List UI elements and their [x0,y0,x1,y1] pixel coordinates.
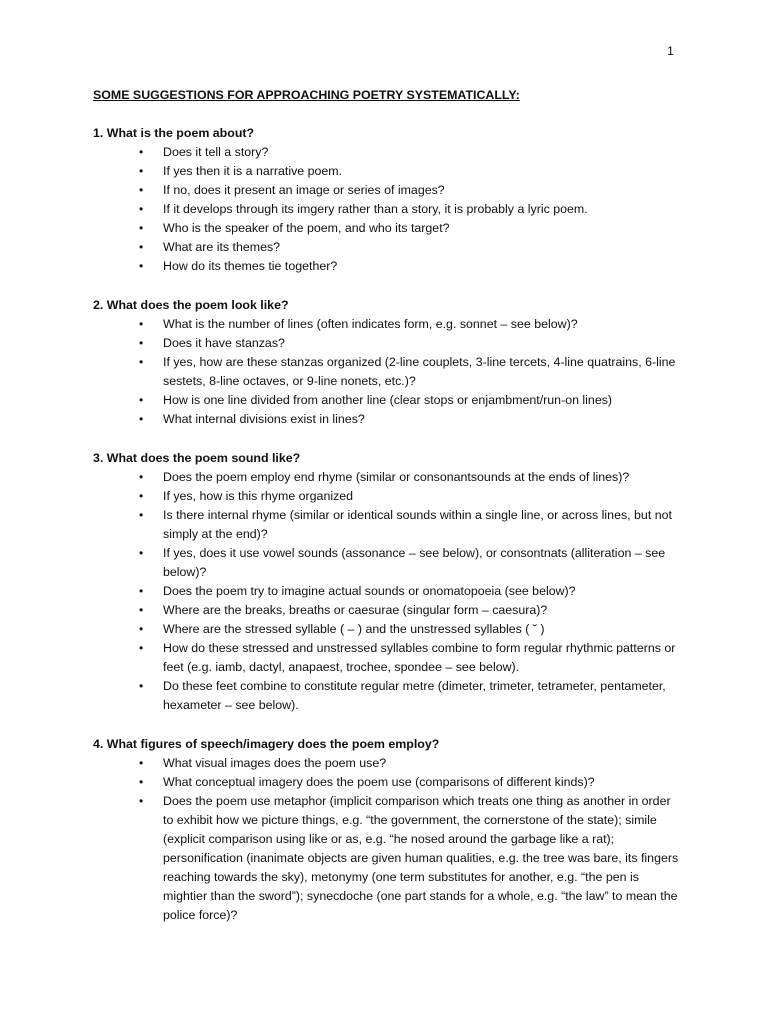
bullet-icon: • [139,470,144,484]
section-heading: 3. What does the poem sound like? [93,451,301,465]
list-item-text: Where are the breaks, breaths or caesurae (singular form – caesura)? [163,603,548,617]
list-item [93,620,683,639]
document-title: SOME SUGGESTIONS FOR APPROACHING POETRY SYSTEMATICALLY: [93,88,520,102]
bullet-icon: • [139,508,144,522]
bullet-icon: • [139,794,144,808]
bullet-icon: • [139,412,144,426]
bullet-icon: • [139,145,144,159]
bullet-icon: • [139,489,144,503]
section-heading: 1. What is the poem about? [93,126,255,140]
section-heading: 4. What figures of speech/imagery does the poem employ? [93,737,440,751]
list-item-text: If yes, how is this rhyme organized [163,489,354,503]
list-item-text: Where are the stressed syllable ( – ) and the unstressed syllables ( ˘ ) [163,622,545,636]
list-item [93,257,683,276]
bullet-icon: • [139,259,144,273]
list-item-text: If it develops through its imgery rather than a story, it is probably a lyric poem. [163,202,588,216]
bullet-icon: • [139,584,144,598]
list-item-text: Does the poem use metaphor (implicit comparison which treats one thing as another in order to exhibit how we picture things, e.g. “the government, the cornerstone of the state); simile (explicit comparison using like or as, e.g. “he nosed around the garbage like a rat); personification (inanimate objects are given human qualities, e.g. the tree was bare, its fingers reaching towards the sky), metonymy (one term substitutes for another, e.g. “the pen is mightier than the sword”); synecdoche (one part stands for a whole, e.g. “the law” to mean the police force)? [163,794,679,922]
list-item-text: Does it have stanzas? [163,336,285,350]
list-item-text: Does the poem try to imagine actual sounds or onomatopoeia (see below)? [163,584,576,598]
list-item [93,487,683,506]
list-item [93,391,683,410]
bullet-icon: • [139,775,144,789]
list-item [93,468,683,487]
list-item-text: What is the number of lines (often indicates form, e.g. sonnet – see below)? [163,317,578,331]
list-item [93,315,683,334]
bullet-list [93,143,683,276]
list-item [93,200,683,219]
section-what-is-poem-about [93,124,683,276]
list-item-text: Does it tell a story? [163,145,269,159]
bullet-icon: • [139,202,144,216]
list-item [93,677,683,715]
list-item [93,792,683,925]
list-item [93,181,683,200]
list-item-text: If yes then it is a narrative poem. [163,164,343,178]
list-item-text: Who is the speaker of the poem, and who its target? [163,221,450,235]
section-what-does-poem-sound-like [93,449,683,715]
list-item-text: What conceptual imagery does the poem use (comparisons of different kinds)? [163,775,595,789]
list-item-text: What visual images does the poem use? [163,756,387,770]
list-item [93,582,683,601]
list-item [93,544,683,582]
list-item [93,773,683,792]
list-item-text: If no, does it present an image or series of images? [163,183,445,197]
list-item [93,143,683,162]
page-number: 1 [667,44,674,58]
bullet-list [93,315,683,429]
bullet-icon: • [139,393,144,407]
list-item-text: What internal divisions exist in lines? [163,412,365,426]
list-item-text: If yes, how are these stanzas organized (2-line couplets, 3-line tercets, 4-line quatrains, 6-line sestets, 8-line octaves, or 9-line nonets, etc.)? [163,355,676,388]
bullet-icon: • [139,221,144,235]
bullet-icon: • [139,164,144,178]
list-item [93,334,683,353]
bullet-icon: • [139,679,144,693]
bullet-icon: • [139,183,144,197]
bullet-icon: • [139,317,144,331]
list-item [93,601,683,620]
list-item-text: How is one line divided from another line (clear stops or enjambment/run-on lines) [163,393,613,407]
list-item-text: Is there internal rhyme (similar or identical sounds within a single line, or across lines, but not simply at the end)? [163,508,672,541]
bullet-icon: • [139,336,144,350]
section-figures-of-speech [93,735,683,925]
bullet-icon: • [139,240,144,254]
bullet-list [93,754,683,925]
list-item [93,219,683,238]
list-item [93,754,683,773]
bullet-icon: • [139,355,144,369]
list-item-text: How do its themes tie together? [163,259,338,273]
bullet-icon: • [139,641,144,655]
list-item [93,238,683,257]
list-item-text: How do these stressed and unstressed syllables combine to form regular rhythmic patterns or feet (e.g. iamb, dactyl, anapaest, trochee, spondee – see below). [163,641,676,674]
bullet-icon: • [139,756,144,770]
list-item [93,162,683,181]
list-item-text: What are its themes? [163,240,281,254]
list-item-text: Does the poem employ end rhyme (similar or consonantsounds at the ends of lines)? [163,470,630,484]
list-item [93,506,683,544]
bullet-list [93,468,683,715]
bullet-icon: • [139,603,144,617]
list-item [93,639,683,677]
section-what-does-poem-look-like [93,296,683,429]
list-item [93,353,683,391]
list-item-text: If yes, does it use vowel sounds (assonance – see below), or consontnats (alliteration – see below)? [163,546,666,579]
section-heading: 2. What does the poem look like? [93,298,289,312]
list-item-text: Do these feet combine to constitute regular metre (dimeter, trimeter, tetrameter, pentameter, hexameter – see below). [163,679,666,712]
bullet-icon: • [139,622,144,636]
list-item [93,410,683,429]
bullet-icon: • [139,546,144,560]
